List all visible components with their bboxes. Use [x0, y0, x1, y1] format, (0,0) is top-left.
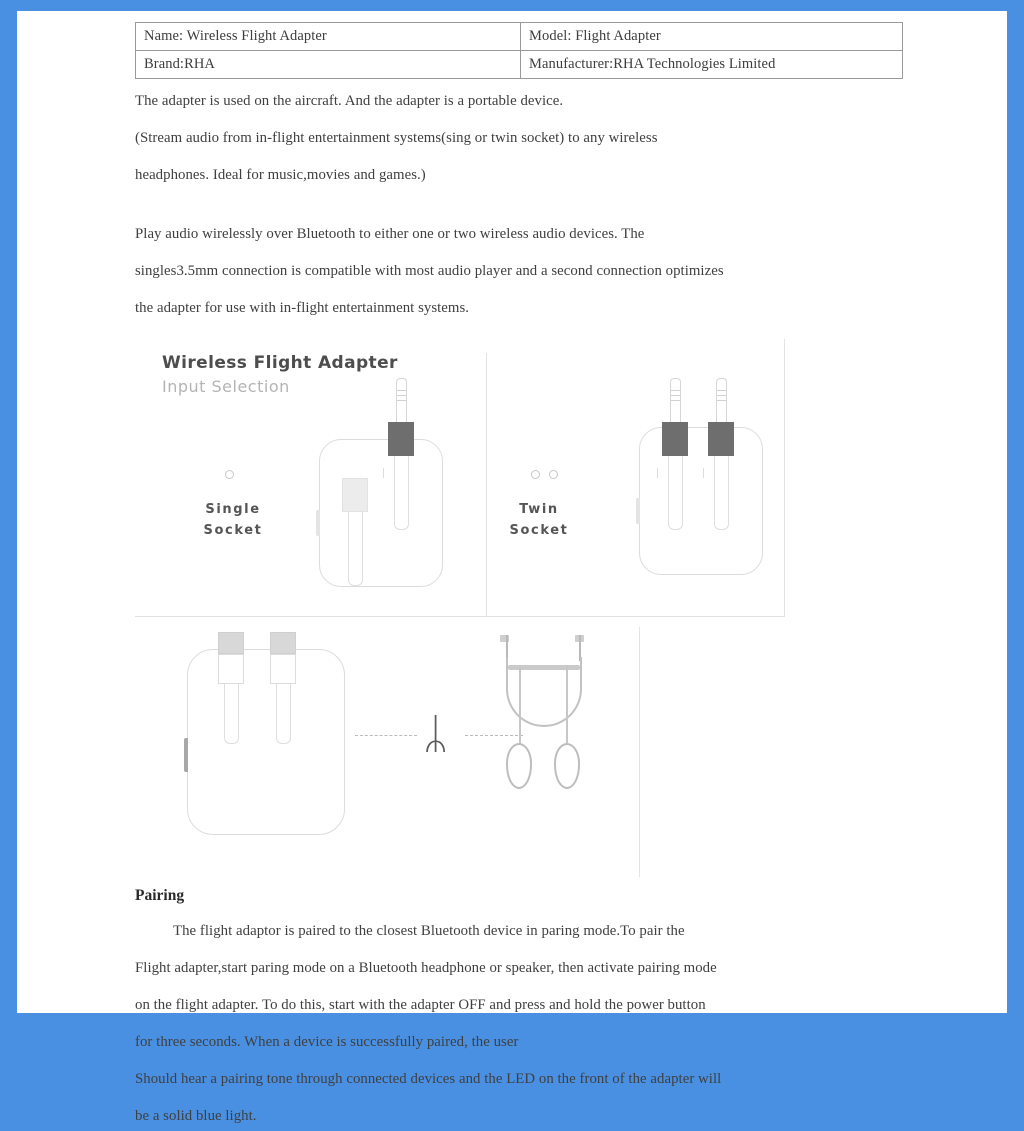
twin-socket-label-line2: Socket — [509, 523, 569, 538]
single-socket-label-line1: Single — [205, 502, 261, 517]
plug-collar-inactive — [342, 478, 368, 512]
spec-cell-manufacturer: Manufacturer:RHA Technologies Limited — [521, 51, 903, 79]
plug-collar-active — [388, 422, 414, 456]
figure-subtitle: Input Selection — [162, 377, 290, 396]
plug-active — [708, 378, 734, 530]
spec-cell-model: Model: Flight Adapter — [521, 23, 903, 51]
plug-tip-icon — [670, 378, 681, 422]
adapter-body-twin — [639, 427, 763, 575]
pairing-line-3: on the flight adapter. To do this, start with the adapter OFF and press and hold the power button — [135, 997, 706, 1013]
overview-line-2: singles3.5mm connection is compatible with most audio player and a second connection optimizes — [135, 263, 724, 279]
document-body — [135, 14, 903, 1131]
neckband — [506, 657, 582, 727]
pairing-line-5: Should hear a pairing tone through connected devices and the LED on the front of the adapter will — [135, 1071, 722, 1087]
plug-collar-active — [708, 422, 734, 456]
adapter-body-single — [319, 439, 443, 587]
indicator-dot-icon — [549, 470, 558, 479]
pairing-line-1: The flight adaptor is paired to the closest Bluetooth device in paring mode.To pair the — [173, 923, 685, 939]
plug-tip-icon — [396, 378, 407, 422]
plug-collar-body — [270, 654, 296, 684]
plug-collar-body — [218, 654, 244, 684]
indicator-dot-icon — [531, 470, 540, 479]
adapter-body-paired — [187, 649, 345, 835]
pairing-line-6: be a solid blue light. — [135, 1108, 257, 1124]
single-socket-indicator — [225, 470, 234, 479]
power-button-icon — [636, 498, 640, 524]
earbud-left — [506, 743, 532, 789]
overview-line-3: the adapter for use with in-flight entertainment systems. — [135, 300, 470, 316]
plug-active — [388, 378, 414, 530]
plug-active — [662, 378, 688, 530]
twin-socket-label — [485, 499, 593, 541]
figure-pairing-diagram — [135, 627, 640, 877]
headphones-icon — [490, 635, 600, 835]
spec-table — [135, 22, 903, 79]
document-page — [17, 11, 1007, 1124]
figure-divider — [486, 353, 487, 616]
plug-inactive — [342, 434, 368, 586]
signal-line-left — [355, 735, 417, 736]
plug-inserted — [218, 632, 244, 744]
single-socket-label — [179, 499, 287, 541]
overview-line-1: Play audio wirelessly over Bluetooth to either one or two wireless audio devices. The — [135, 226, 645, 242]
indicator-dot-icon — [225, 470, 234, 479]
table-row — [136, 23, 903, 51]
figure-input-selection — [135, 339, 785, 617]
intro-line-2: (Stream audio from in-flight entertainment systems(sing or twin socket) to any wireless — [135, 130, 658, 146]
figure-title: Wireless Flight Adapter — [162, 353, 398, 373]
earbud-right — [554, 743, 580, 789]
bluetooth-icon: ᛦ — [423, 709, 449, 758]
spec-cell-brand: Brand:RHA — [136, 51, 521, 79]
power-button-icon — [184, 738, 188, 772]
pairing-line-4: for three seconds. When a device is successfully paired, the user — [135, 1034, 519, 1050]
spec-cell-name: Name: Wireless Flight Adapter — [136, 23, 521, 51]
pairing-line-2: Flight adapter,start paring mode on a Bluetooth headphone or speaker, then activate pairing mode — [135, 960, 717, 976]
plug-collar-top — [218, 632, 244, 654]
intro-line-3: headphones. Ideal for music,movies and games.) — [135, 167, 426, 183]
twin-socket-label-line1: Twin — [519, 502, 559, 517]
table-row — [136, 51, 903, 79]
intro-line-1: The adapter is used on the aircraft. And the adapter is a portable device. — [135, 93, 564, 109]
power-button-icon — [316, 510, 320, 536]
plug-collar-top — [270, 632, 296, 654]
single-socket-label-line2: Socket — [203, 523, 263, 538]
plug-tip-icon — [716, 378, 727, 422]
plug-inserted — [270, 632, 296, 744]
pairing-heading: Pairing — [135, 887, 185, 904]
twin-socket-indicator — [531, 470, 558, 479]
plug-collar-active — [662, 422, 688, 456]
